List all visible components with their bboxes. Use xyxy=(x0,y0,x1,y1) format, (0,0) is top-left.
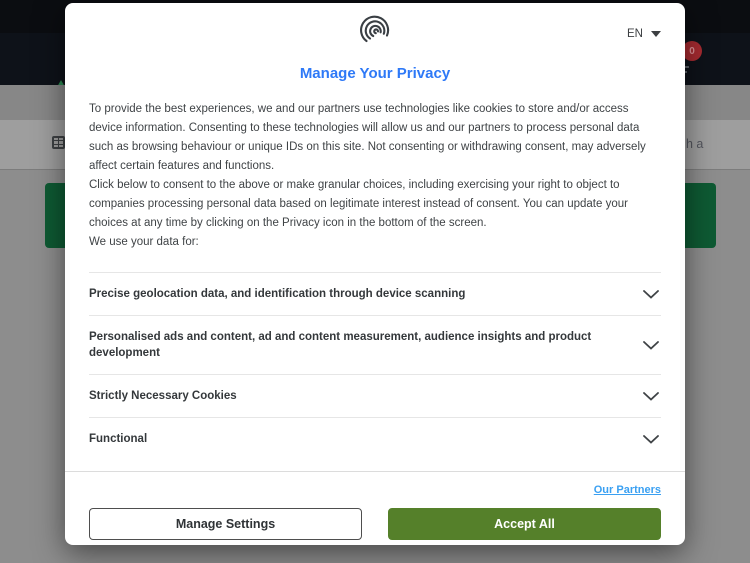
language-label: EN xyxy=(627,28,643,40)
chevron-down-icon xyxy=(643,290,659,299)
grid-menu-icon xyxy=(52,136,65,149)
dialog-header xyxy=(65,3,685,51)
dialog-body-text xyxy=(65,82,685,252)
manage-settings-button[interactable]: Manage Settings xyxy=(89,508,362,540)
our-partners-link[interactable]: Our Partners xyxy=(593,484,661,496)
intro-paragraph-2: Click below to consent to the above or make granular choices, including exercising your right to object to companies processing personal data based on legitimate interest instead of consent. You can update your choices at any time by clicking on the Privacy icon in the bottom of the screen. xyxy=(89,179,628,229)
chevron-down-icon xyxy=(643,392,659,401)
accordion-item-label: Precise geolocation data, and identification through device scanning xyxy=(89,288,466,300)
dialog-footer xyxy=(65,471,685,545)
purposes-accordion xyxy=(89,272,661,460)
search-placeholder-fragment: h a xyxy=(686,137,704,151)
accordion-item-functional[interactable] xyxy=(89,417,661,460)
accept-all-button[interactable]: Accept All xyxy=(388,508,661,540)
data-usage-label: We use your data for: xyxy=(89,236,199,248)
accordion-item-label: Functional xyxy=(89,433,148,445)
accordion-item-label: Personalised ads and content, ad and content measurement, audience insights and product development xyxy=(89,331,592,359)
accordion-item-label: Strictly Necessary Cookies xyxy=(89,390,237,402)
dialog-title[interactable]: Manage Your Privacy xyxy=(299,65,451,82)
footer-buttons xyxy=(89,508,661,540)
accordion-item-personalised-ads[interactable] xyxy=(89,315,661,374)
language-selector[interactable] xyxy=(627,28,661,40)
accordion-item-strictly-necessary[interactable] xyxy=(89,374,661,417)
chevron-down-icon xyxy=(643,435,659,444)
privacy-consent-dialog xyxy=(65,3,685,545)
fingerprint-privacy-icon xyxy=(357,12,393,53)
intro-paragraph-1: To provide the best experiences, we and our partners use technologies like cookies to store and/or access device information. Consenting to these technologies will allow us and our partners to process personal data such as browsing behaviour or unique IDs on this site. Not consenting or withdrawing consent, may adversely affect certain features and functions. xyxy=(89,103,646,172)
caret-down-icon xyxy=(651,31,661,37)
chevron-down-icon xyxy=(643,341,659,350)
cart-count-badge: 0 xyxy=(682,41,702,61)
accordion-item-geolocation[interactable] xyxy=(89,272,661,315)
